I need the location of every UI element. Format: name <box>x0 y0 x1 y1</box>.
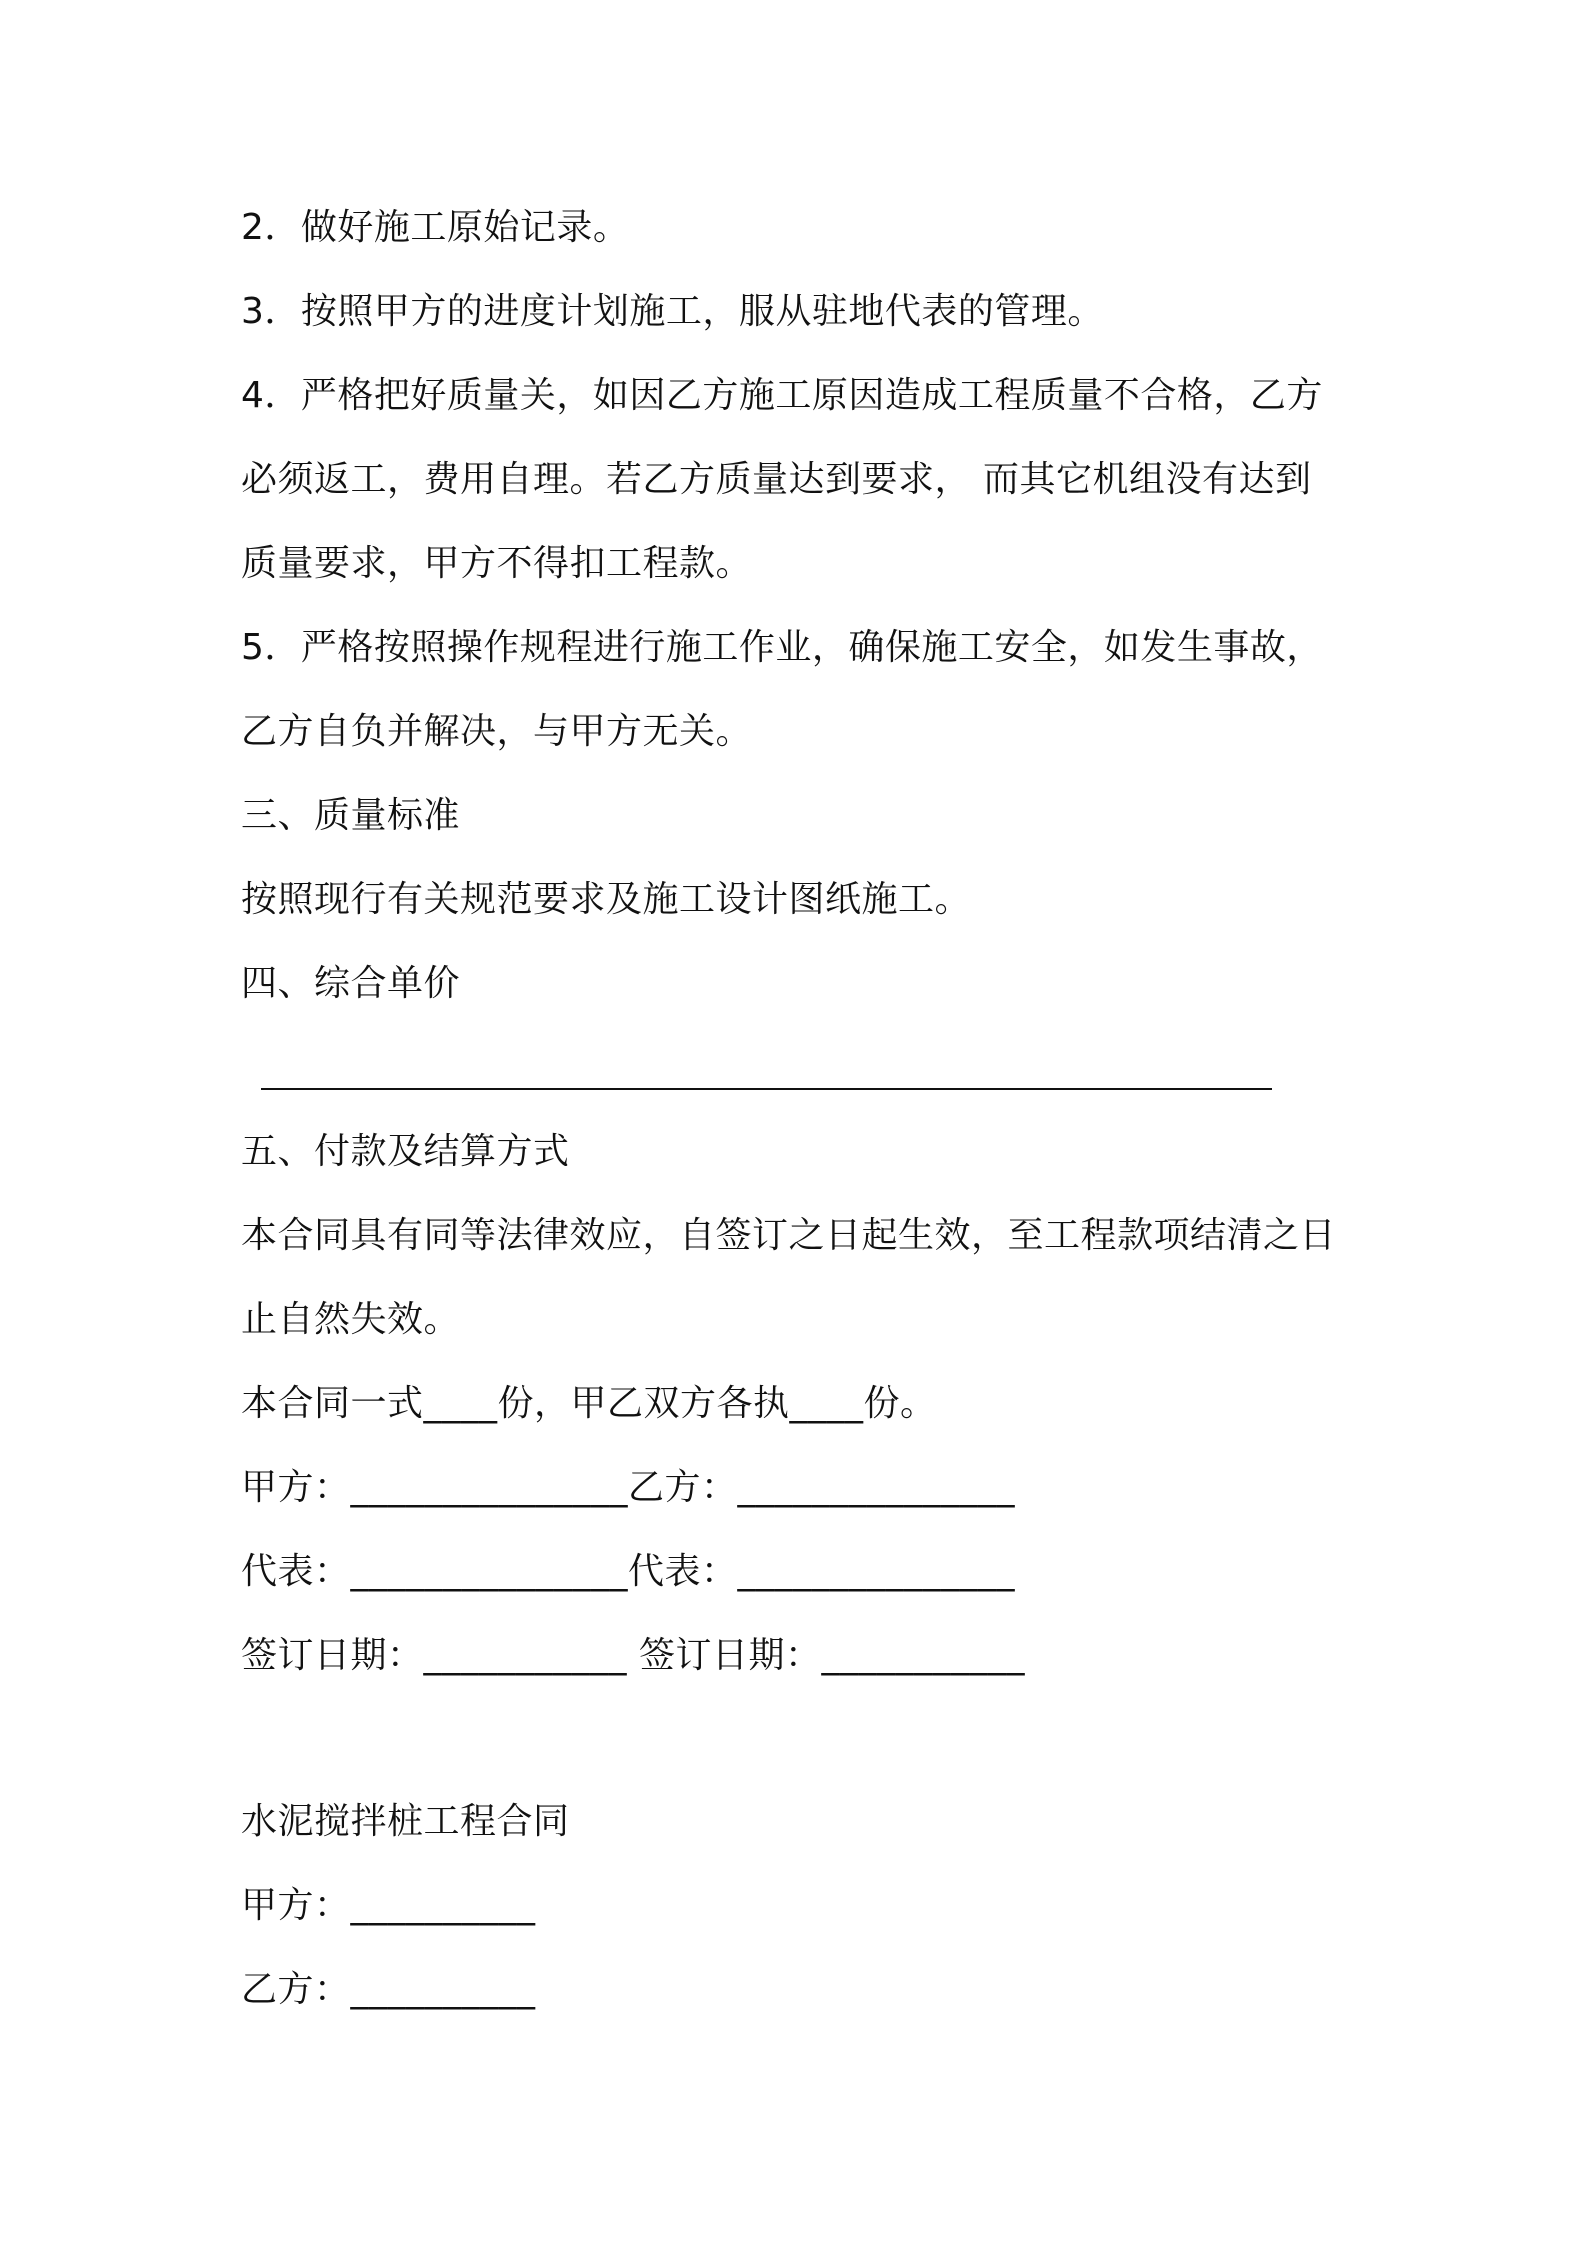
party-a-line: 甲方：__________ <box>241 1885 536 1926</box>
new-contract-title: 水泥搅拌桩工程合同 <box>241 1801 570 1842</box>
unit-price-blank-line <box>261 1088 1272 1090</box>
section-5-heading: 五、付款及结算方式 <box>241 1131 570 1172</box>
clause-3: 3．按照甲方的进度计划施工，服从驻地代表的管理。 <box>241 291 1104 332</box>
section-4-heading: 四、综合单价 <box>241 963 461 1004</box>
clause-5-line-1: 5．严格按照操作规程进行施工作业，确保施工安全，如发生事故， <box>241 627 1323 668</box>
section-3-heading: 三、质量标准 <box>241 795 461 836</box>
clause-5-line-2: 乙方自负并解决，与甲方无关。 <box>241 711 753 752</box>
clause-4-line-2: 必须返工，费用自理。若乙方质量达到要求， 而其它机组没有达到 <box>241 459 1312 500</box>
validity-line-1: 本合同具有同等法律效应，自签订之日起生效，至工程款项结清之日 <box>241 1215 1337 1256</box>
clause-4-line-3: 质量要求，甲方不得扣工程款。 <box>241 543 753 584</box>
signing-date-line: 签订日期：___________ 签订日期：___________ <box>241 1635 1025 1676</box>
clause-2: 2．做好施工原始记录。 <box>241 207 630 248</box>
party-b-line: 乙方：__________ <box>241 1969 536 2010</box>
party-signature-line: 甲方：_______________乙方：_______________ <box>241 1467 1016 1508</box>
representative-signature-line: 代表：_______________代表：_______________ <box>241 1551 1016 1592</box>
section-3-text: 按照现行有关规范要求及施工设计图纸施工。 <box>241 879 972 920</box>
validity-line-2: 止自然失效。 <box>241 1299 461 1340</box>
clause-4-line-1: 4．严格把好质量关，如因乙方施工原因造成工程质量不合格，乙方 <box>241 375 1323 416</box>
copies-line: 本合同一式____份，甲乙双方各执____份。 <box>241 1383 937 1424</box>
